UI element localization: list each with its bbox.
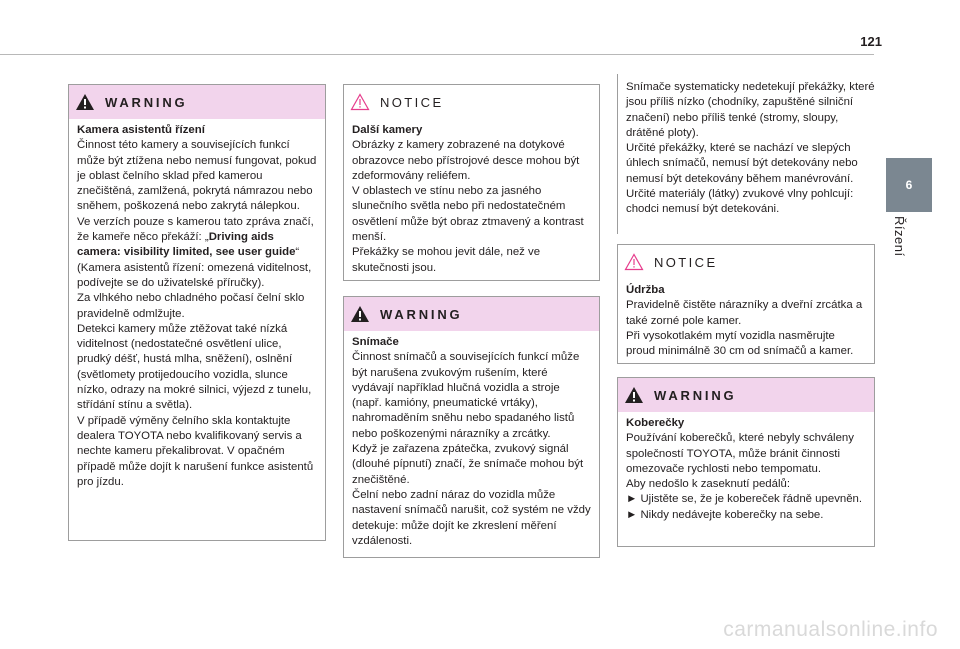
warning-camera-message: Ve verzích pouze s kamerou tato zpráva značí, že kameře něco překáží: „Driving aids camera: visibility limited, see user guide“ (Kamera asistentů řízení: omezená viditelnost, podívejte se do uživatelské příručky). (77, 215, 314, 289)
notice-heading: NOTICE (654, 254, 718, 270)
warning-heading: WARNING (654, 387, 737, 403)
notice-header (618, 245, 874, 279)
notice-cameras-text: V oblastech ve stínu nebo za jasného slunečního světla nebo při nedostatečném osvětlení může být obraz ztmavený a kontrast menší. (352, 185, 584, 244)
notice-triangle-icon (624, 253, 644, 271)
warning-mats-text: Aby nedošlo k zaseknutí pedálů: (626, 478, 791, 491)
notice-maintenance-title: Údržba (626, 284, 665, 296)
warning-camera-box (68, 84, 326, 541)
warning-sensors-text: Když je zařazena zpátečka, zvukový signál (dlouhé pípnutí) značí, že snímače mohou být znečištěné. (352, 443, 584, 486)
warning-camera-text: V případě výměny čelního skla kontaktujte dealera TOYOTA nebo kvalifikovaný servis a nechte kameru překalibrovat. V opačném případě může dojít k narušení funkce asistentů pro jízdu. (77, 414, 314, 488)
warning-sensors-box (343, 296, 600, 558)
sensors-continuation (626, 80, 876, 218)
warning-triangle-icon (350, 305, 370, 323)
warning-header (69, 85, 325, 119)
warning-sensors-title: Snímače (352, 336, 399, 348)
chapter-tab-number: 6 (905, 178, 913, 192)
header-rule (0, 54, 874, 55)
notice-triangle-icon (350, 93, 370, 111)
warning-camera-title: Kamera asistentů řízení (77, 124, 205, 136)
notice-maintenance-box (617, 244, 875, 364)
chapter-tab[interactable] (886, 158, 932, 212)
warning-camera-text: Činnost této kamery a souvisejících funkcí může být ztížena nebo nemusí fungovat, pokud je oblast čelního sklad před kamerou znečištěná, zamlžená, pokrytá námrazou nebo sněhem, poškozená nebo zakrytá nálepkou. (77, 139, 317, 213)
notice-cameras-title: Další kamery (352, 124, 423, 136)
chapter-label: Řízení (892, 216, 907, 257)
sensors-continuation-text: Snímače systematicky nedetekují překážky, které jsou příliš nízko (chodníky, zapuštěné silniční značení) nebo příliš tenké (stromy, sloupy, drátěné ploty). (626, 81, 875, 139)
warning-triangle-icon (624, 386, 644, 404)
warning-sensors-text: Činnost snímačů a souvisejících funkcí může být narušena zvukovým rušením, které vydávají například hlučná vozidla a stroje (např. kamióny, pneumatické vrtáky), nahromaděním sněhu nebo spadaného listů nebo poškozenými nárazníky a zrcátky. (352, 351, 580, 440)
notice-cameras-box (343, 84, 600, 281)
warning-mats-title: Koberečky (626, 417, 685, 429)
warning-mats-text: Používání koberečků, které nebyly schváleny společností TOYOTA, může bránit činnosti omezovače rychlosti nebo tempomatu. (626, 432, 854, 475)
page-number: 121 (860, 34, 882, 49)
warning-header (344, 297, 599, 331)
warning-header (618, 378, 874, 412)
warning-camera-text: Za vlhkého nebo chladného počasí čelní sklo pravidelně odmlžujte. (77, 292, 305, 320)
warning-triangle-icon (75, 93, 95, 111)
sensors-continuation-text: Určité překážky, které se nachází ve slepých úhlech snímačů, nemusí být detekovány nebo nemusí být detekovány během manévrování. (626, 142, 858, 185)
warning-heading: WARNING (105, 94, 188, 110)
warning-heading: WARNING (380, 306, 463, 322)
warning-mats-box (617, 377, 875, 547)
warning-sensors-text: Čelní nebo zadní náraz do vozidla může nastavení snímačů narušit, což systém ne vždy detekuje: může dojít ke zkreslení měření vzdálenosti. (352, 488, 591, 547)
warning-camera-text: Detekci kamery může ztěžovat také nízká viditelnost (nedostatečné osvětlení ulice, prudký déšť, hustá mlha, sněžení), oslnění (světlomety protijedoucího vozidla, slunce nízko, odrazy na mokré silnici, výjezd z tunelu, střídání stínu a světla). (77, 322, 312, 412)
sensors-continuation-text: Určité materiály (látky) zvukové vlny pohlcují: chodci nemusí být detekováni. (626, 188, 854, 216)
notice-cameras-text: Obrázky z kamery zobrazené na dotykové obrazovce nebo přístrojové desce mohou být zdeformovány reliéfem. (352, 139, 580, 182)
notice-heading: NOTICE (380, 94, 444, 110)
notice-header (344, 85, 599, 119)
continuation-rule (617, 74, 618, 234)
notice-cameras-text: Překážky se mohou jevit dále, než ve skutečnosti jsou. (352, 246, 541, 274)
notice-maintenance-text: Při vysokotlakém mytí vozidla nasměrujte proud minimálně 30 cm od snímačů a kamer. (626, 329, 854, 358)
notice-maintenance-text: Pravidelně čistěte nárazníky a dveřní zrcátka a také zorné pole kamer. (626, 299, 863, 327)
warning-mats-bullet: ► Nikdy nedávejte koberečky na sebe. (626, 508, 824, 521)
watermark: carmanualsonline.info (723, 618, 938, 641)
warning-mats-bullet: ► Ujistěte se, že je kobereček řádně upevněn. (626, 493, 863, 506)
